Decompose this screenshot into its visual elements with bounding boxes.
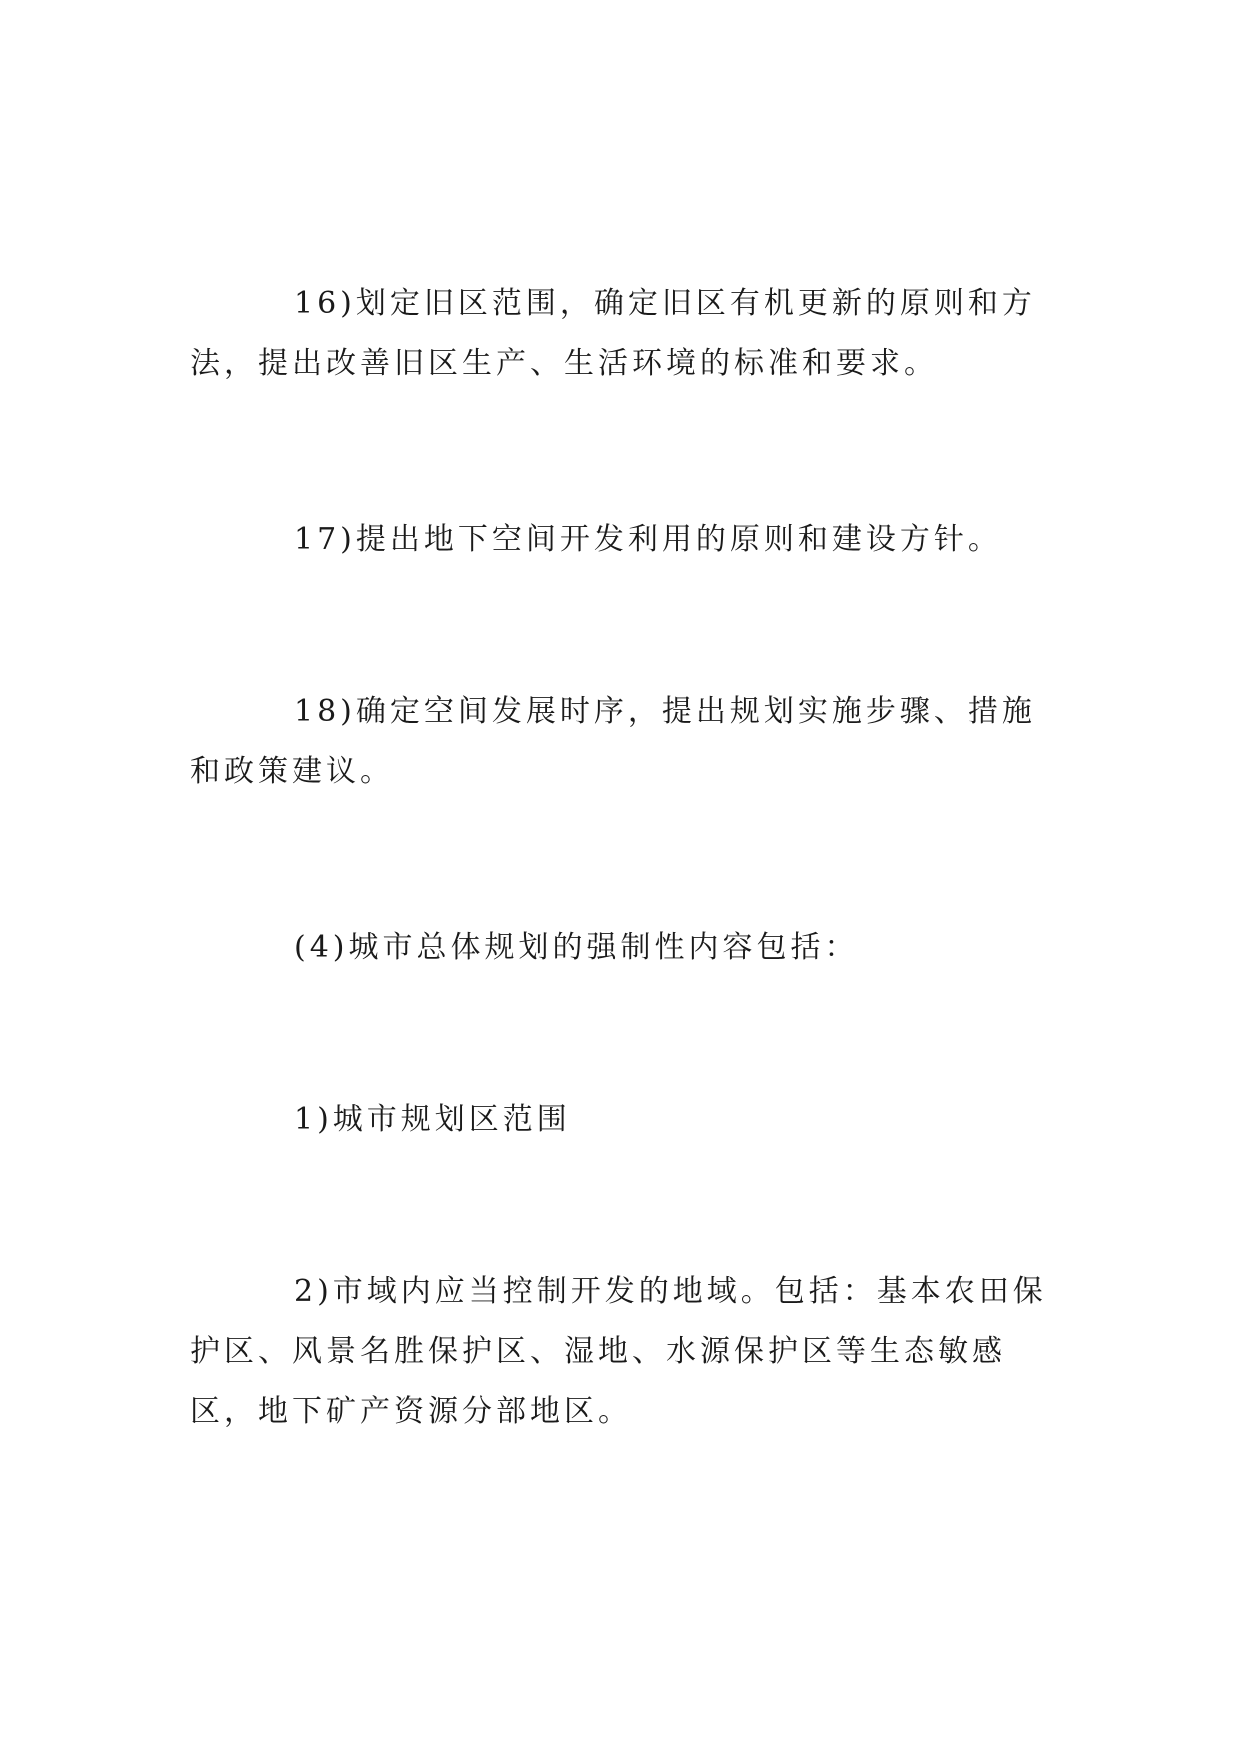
- section-heading-4: (4)城市总体规划的强制性内容包括：: [294, 930, 859, 965]
- paragraph-item-18: 18)确定空间发展时序，提出规划实施步骤、措施和政策建议。: [190, 694, 1036, 789]
- paragraph-item-2: 2)市域内应当控制开发的地域。包括：基本农田保护区、风景名胜保护区、湿地、水源保护区等生态敏感区，地下矿产资源分部地区。: [190, 1274, 1047, 1429]
- paragraph-item-1: 1)城市规划区范围: [294, 1102, 571, 1137]
- paragraph-item-17: 17)提出地下空间开发利用的原则和建设方针。: [294, 522, 1002, 557]
- paragraph-item-16: 16)划定旧区范围，确定旧区有机更新的原则和方法，提出改善旧区生产、生活环境的标准和要求。: [190, 286, 1036, 381]
